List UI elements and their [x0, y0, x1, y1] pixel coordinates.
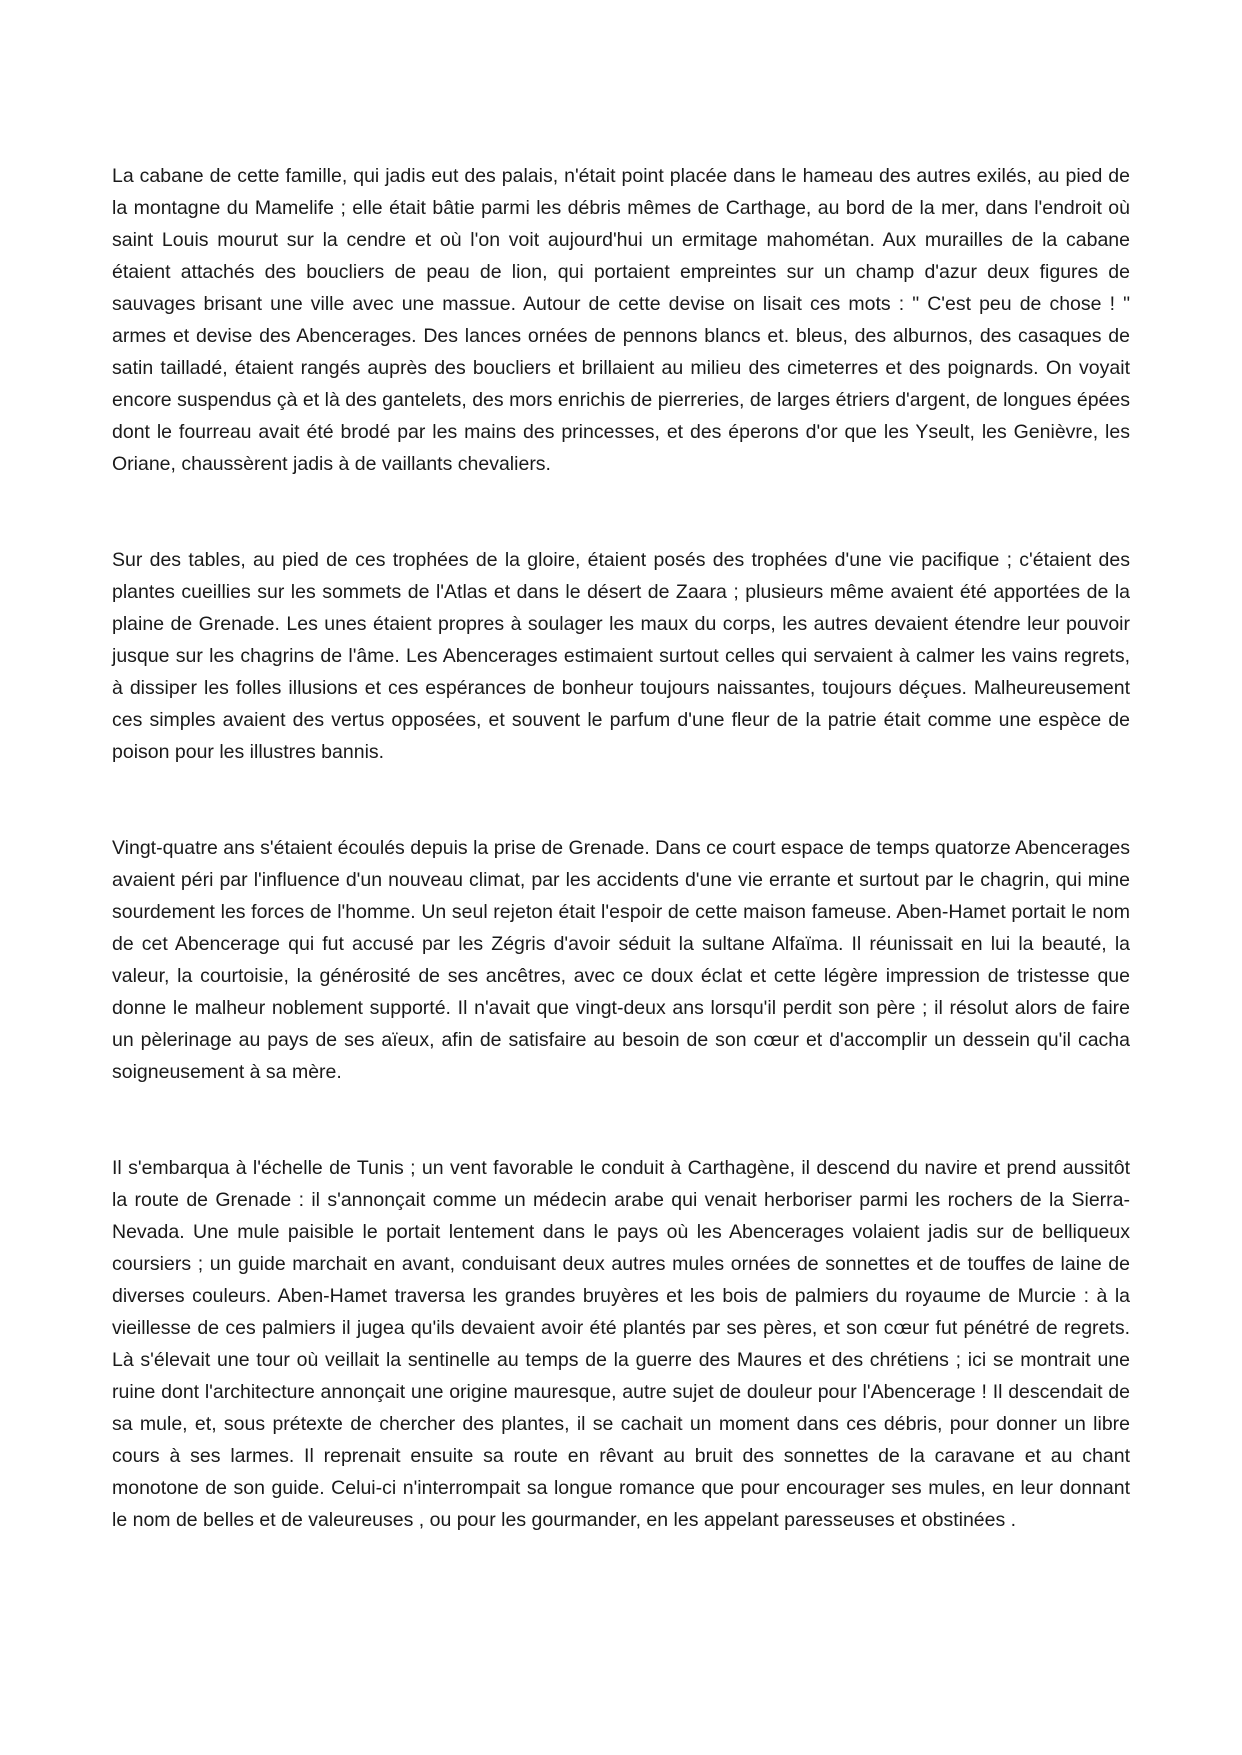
- document-page: [112, 160, 1130, 1536]
- paragraph-2: Sur des tables, au pied de ces trophées de la gloire, étaient posés des trophées d'une vie pacifique ; c'étaient des plantes cueillies sur les sommets de l'Atlas et dans le désert de Zaara ; plusieurs même avaient été apportées de la plaine de Grenade. Les unes étaient propres à soulager les maux du corps, les autres devaient étendre leur pouvoir jusque sur les chagrins de l'âme. Les Abencerages estimaient surtout celles qui servaient à calmer les vains regrets, à dissiper les folles illusions et ces espérances de bonheur toujours naissantes, toujours déçues. Malheureusement ces simples avaient des vertus opposées, et souvent le parfum d'une fleur de la patrie était comme une espèce de poison pour les illustres bannis.: [112, 549, 1130, 763]
- paragraph-4: Il s'embarqua à l'échelle de Tunis ; un vent favorable le conduit à Carthagène, il descend du navire et prend aussitôt la route de Grenade : il s'annonçait comme un médecin arabe qui venait herboriser parmi les rochers de la Sierra- Nevada. Une mule paisible le portait lentement dans le pays où les Abencerages volaient jadis sur de belliqueux coursiers ; un guide marchait en avant, conduisant deux autres mules ornées de sonnettes et de touffes de laine de diverses couleurs. Aben-Hamet traversa les grandes bruyères et les bois de palmiers du royaume de Murcie : à la vieillesse de ces palmiers il jugea qu'ils devaient avoir été plantés par ses pères, et son cœur fut pénétré de regrets. Là s'élevait une tour où veillait la sentinelle au temps de la guerre des Maures et des chrétiens ; ici se montrait une ruine dont l'architecture annonçait une origine mauresque, autre sujet de douleur pour l'Abencerage ! Il descendait de sa mule, et, sous prétexte de chercher des plantes, il se cachait un moment dans ces débris, pour donner un libre cours à ses larmes. Il reprenait ensuite sa route en rêvant au bruit des sonnettes de la caravane et au chant monotone de son guide. Celui-ci n'interrompait sa longue romance que pour encourager ses mules, en leur donnant le nom de belles et de valeureuses , ou pour les gourmander, en les appelant paresseuses et obstinées .: [112, 1157, 1130, 1531]
- paragraph-3: Vingt-quatre ans s'étaient écoulés depuis la prise de Grenade. Dans ce court espace de temps quatorze Abencerages avaient péri par l'influence d'un nouveau climat, par les accidents d'une vie errante et surtout par le chagrin, qui mine sourdement les forces de l'homme. Un seul rejeton était l'espoir de cette maison fameuse. Aben-Hamet portait le nom de cet Abencerage qui fut accusé par les Zégris d'avoir séduit la sultane Alfaïma. Il réunissait en lui la beauté, la valeur, la courtoisie, la générosité de ses ancêtres, avec ce doux éclat et cette légère impression de tristesse que donne le malheur noblement supporté. Il n'avait que vingt-deux ans lorsqu'il perdit son père ; il résolut alors de faire un pèlerinage au pays de ses aïeux, afin de satisfaire au besoin de son cœur et d'accomplir un dessein qu'il cacha soigneusement à sa mère.: [112, 837, 1130, 1083]
- paragraph-1: La cabane de cette famille, qui jadis eut des palais, n'était point placée dans le hameau des autres exilés, au pied de la montagne du Mamelife ; elle était bâtie parmi les débris mêmes de Carthage, au bord de la mer, dans l'endroit où saint Louis mourut sur la cendre et où l'on voit aujourd'hui un ermitage mahométan. Aux murailles de la cabane étaient attachés des boucliers de peau de lion, qui portaient empreintes sur un champ d'azur deux figures de sauvages brisant une ville avec une massue. Autour de cette devise on lisait ces mots : " C'est peu de chose ! " armes et devise des Abencerages. Des lances ornées de pennons blancs et. bleus, des alburnos, des casaques de satin tailladé, étaient rangés auprès des boucliers et brillaient au milieu des cimeterres et des poignards. On voyait encore suspendus çà et là des gantelets, des mors enrichis de pierreries, de larges étriers d'argent, de longues épées dont le fourreau avait été brodé par les mains des princesses, et des éperons d'or que les Yseult, les Genièvre, les Oriane, chaussèrent jadis à de vaillants chevaliers.: [112, 165, 1130, 475]
